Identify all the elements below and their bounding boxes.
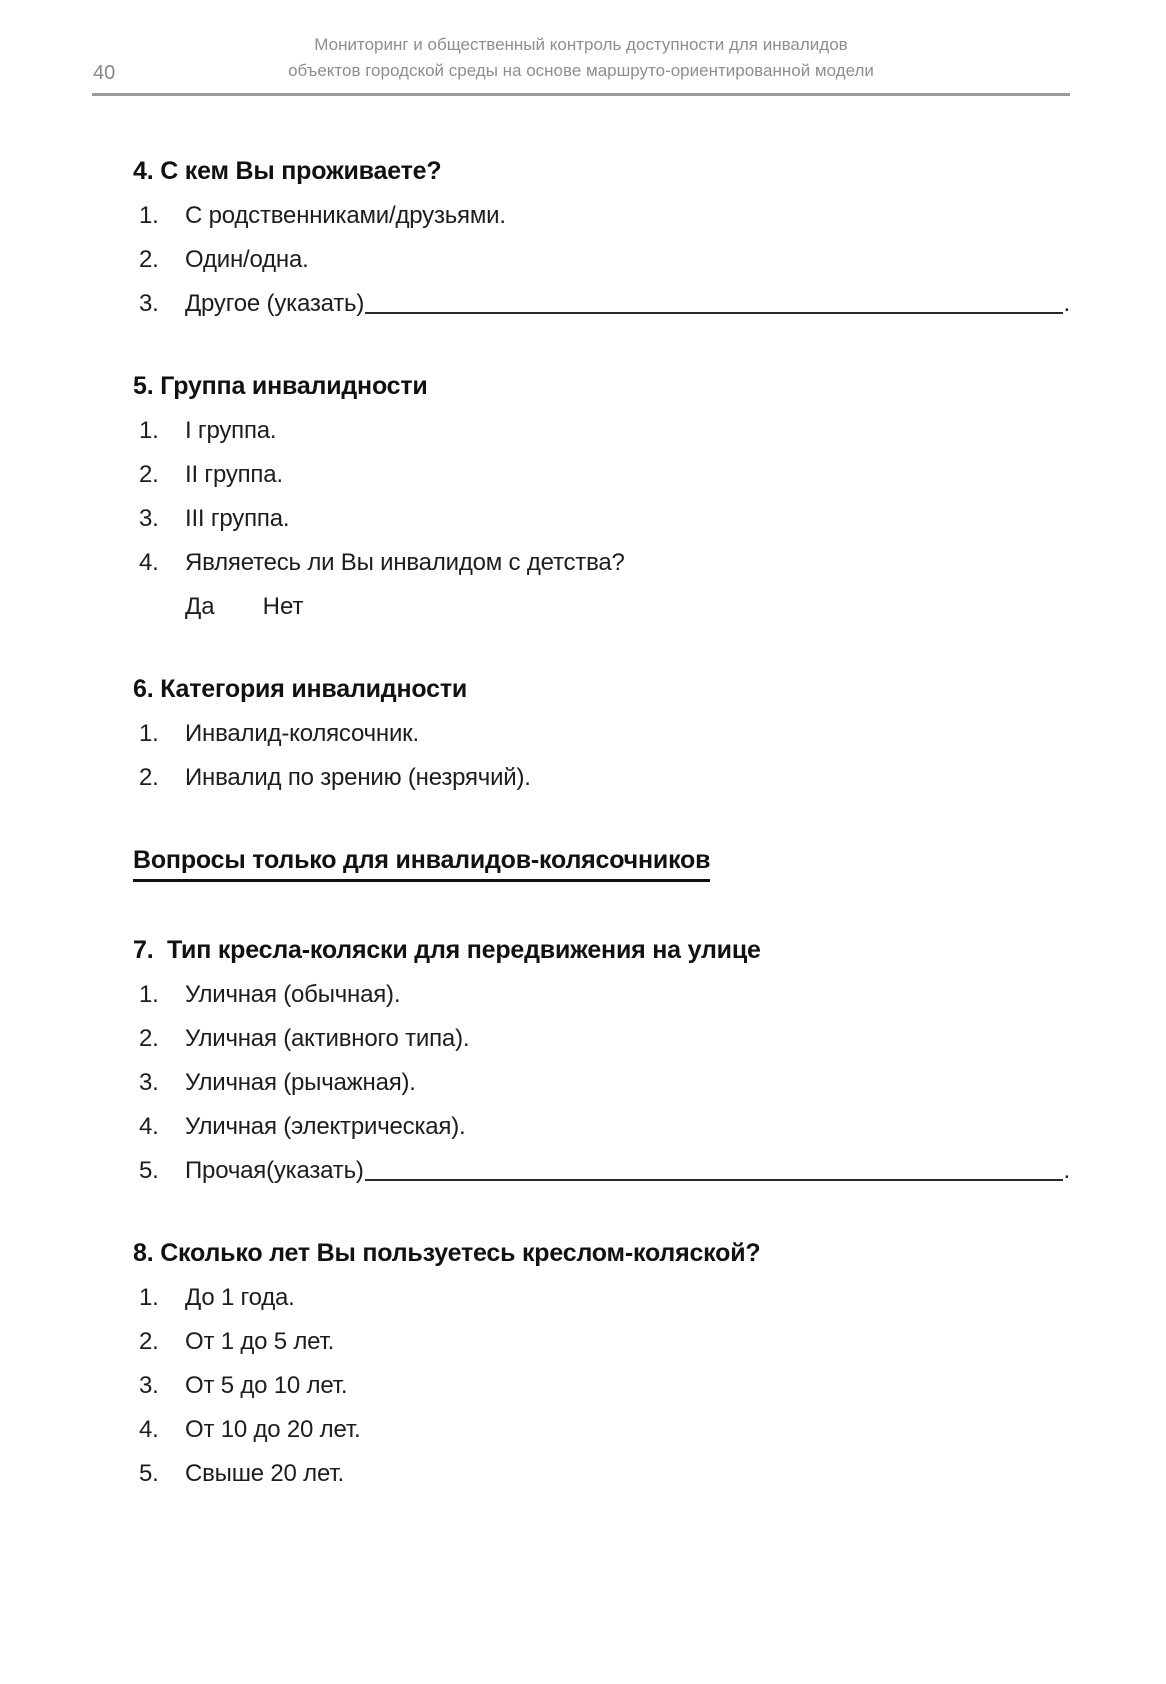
item-text: До 1 года. (185, 1284, 295, 1311)
item-text: От 1 до 5 лет. (185, 1328, 335, 1355)
list-item (139, 981, 1070, 1009)
list-item (139, 1113, 1070, 1141)
list-item (139, 764, 1070, 792)
item-tail: . (1063, 1157, 1070, 1184)
list-item (139, 1460, 1070, 1488)
item-number: 4. (139, 549, 159, 576)
list-item (139, 290, 1070, 318)
running-title (92, 30, 1070, 84)
list-item (139, 1157, 1070, 1185)
list-item (139, 1372, 1070, 1400)
item-number: 4. (139, 1416, 159, 1443)
list-item (139, 549, 1070, 577)
item-number: 1. (139, 417, 159, 444)
list-item (139, 505, 1070, 533)
item-number: 1. (139, 981, 159, 1008)
list-item (139, 246, 1070, 274)
list-item (139, 1025, 1070, 1053)
item-number: 5. (139, 1460, 159, 1487)
question-8-heading: 8. Сколько лет Вы пользуетесь креслом-коляской? (133, 1239, 761, 1267)
running-title-line2: объектов городской среды на основе маршруто-ориентированной модели (288, 61, 874, 80)
item-text: Являетесь ли Вы инвалидом с детства? (185, 549, 625, 576)
item-text: Уличная (рычажная). (185, 1069, 416, 1096)
item-text: С родственниками/друзьями. (185, 202, 506, 229)
list-item (139, 1069, 1070, 1097)
question-6-heading: 6. Категория инвалидности (133, 675, 468, 703)
item-number: 2. (139, 764, 159, 791)
item-number: 1. (139, 1284, 159, 1311)
item-number: 1. (139, 202, 159, 229)
item-text: Инвалид по зрению (незрячий). (185, 764, 531, 791)
item-text: От 5 до 10 лет. (185, 1372, 348, 1399)
item-number: 2. (139, 1025, 159, 1052)
wheelchair-questions-divider (133, 845, 1070, 882)
blank-fill-line (365, 312, 1062, 314)
item-text: III группа. (185, 505, 290, 532)
item-text: II группа. (185, 461, 283, 488)
question-5-heading: 5. Группа инвалидности (133, 372, 428, 400)
list-item (139, 720, 1070, 748)
item-text: Прочая(указать) (185, 1157, 364, 1184)
document-page (0, 30, 1166, 1684)
list-item (139, 202, 1070, 230)
yes-no-row (185, 593, 1070, 621)
divider-text: Вопросы только для инвалидов-колясочников (133, 845, 710, 882)
question-4-heading: 4. С кем Вы проживаете? (133, 157, 442, 185)
item-number: 4. (139, 1113, 159, 1140)
item-number: 1. (139, 720, 159, 747)
blank-fill-line (365, 1179, 1063, 1181)
item-text: Уличная (обычная). (185, 981, 401, 1008)
list-item (139, 1328, 1070, 1356)
yes-option: Да (185, 593, 215, 620)
item-text: От 10 до 20 лет. (185, 1416, 361, 1443)
item-text: Уличная (электрическая). (185, 1113, 466, 1140)
item-number: 2. (139, 246, 159, 273)
item-text: Свыше 20 лет. (185, 1460, 344, 1487)
item-text: Один/одна. (185, 246, 309, 273)
no-option: Нет (262, 593, 304, 620)
page-number: 40 (93, 62, 116, 84)
question-7-heading: 7. Тип кресла-коляски для передвижения на улице (133, 936, 761, 964)
item-number: 2. (139, 1328, 159, 1355)
item-number: 3. (139, 1372, 159, 1399)
running-title-line1: Мониторинг и общественный контроль доступности для инвалидов (314, 35, 848, 54)
list-item (139, 417, 1070, 445)
page-content (0, 156, 1070, 1488)
list-item (139, 1416, 1070, 1444)
item-number: 5. (139, 1157, 159, 1184)
list-item (139, 1284, 1070, 1312)
page-header (92, 30, 1070, 96)
item-number: 3. (139, 1069, 159, 1096)
list-item (139, 461, 1070, 489)
item-text: Инвалид-колясочник. (185, 720, 419, 747)
item-text: I группа. (185, 417, 277, 444)
item-number: 3. (139, 290, 159, 317)
item-tail: . (1063, 290, 1070, 317)
item-text: Уличная (активного типа). (185, 1025, 470, 1052)
item-text: Другое (указать) (185, 290, 365, 317)
item-number: 2. (139, 461, 159, 488)
item-number: 3. (139, 505, 159, 532)
